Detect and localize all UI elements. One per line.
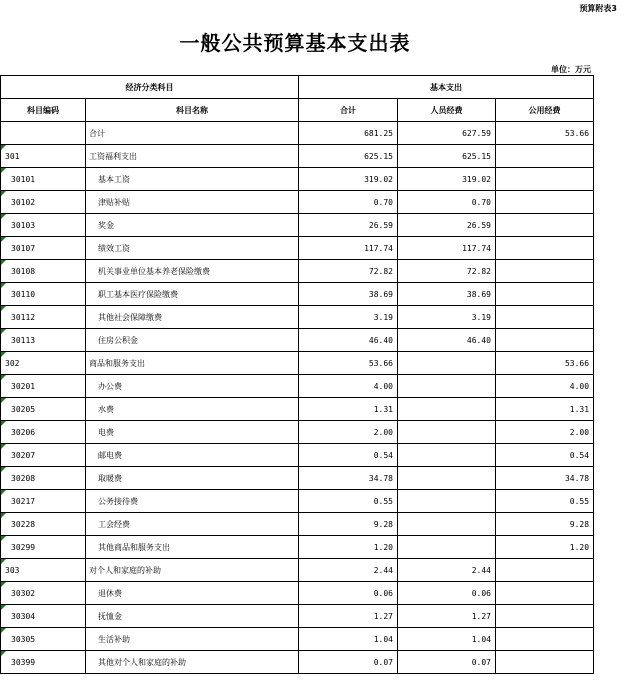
row-public-cell-text: 1.20: [569, 542, 590, 552]
row-personnel-cell: [398, 490, 496, 513]
row-total-cell: [299, 651, 398, 674]
row-code-cell: [1, 237, 86, 260]
row-total-cell-text: 0.06: [373, 588, 393, 598]
row-code-cell: [1, 513, 86, 536]
row-total-cell: [299, 375, 398, 398]
group-header-basic-expense: 基本支出: [299, 76, 594, 99]
row-public-cell-text: 0.54: [569, 450, 590, 460]
row-code-cell: [1, 605, 86, 628]
column-header-personnel: 人员经费: [398, 99, 496, 122]
row-total-cell-text: 26.59: [368, 220, 393, 230]
row-name-cell: [86, 260, 299, 283]
row-personnel-cell: [398, 122, 496, 145]
row-personnel-cell-text: 625.15: [462, 151, 491, 161]
row-personnel-cell: [398, 513, 496, 536]
row-personnel-cell: [398, 214, 496, 237]
row-total-cell-text: 3.19: [373, 312, 393, 322]
budget-table: [0, 75, 594, 674]
table-row: [1, 191, 594, 214]
row-public-cell: [496, 513, 594, 536]
row-personnel-cell: [398, 306, 496, 329]
row-name-cell-text: 生活补助: [98, 634, 130, 644]
row-public-cell: [496, 168, 594, 191]
row-total-cell: [299, 237, 398, 260]
row-code-cell: [1, 467, 86, 490]
table-row: [1, 651, 594, 674]
row-code-cell-text: 30108: [11, 266, 36, 276]
row-total-cell-text: 0.07: [373, 657, 393, 667]
row-code-cell: [1, 398, 86, 421]
row-name-cell-text: 其他商品和服务支出: [98, 542, 170, 552]
row-personnel-cell: [398, 352, 496, 375]
row-code-cell-text: 302: [5, 358, 20, 368]
row-public-cell-text: 53.66: [564, 358, 590, 368]
row-name-cell-text: 基本工资: [98, 174, 130, 184]
row-code-cell-text: 30102: [11, 197, 36, 207]
row-public-cell: [496, 398, 594, 421]
row-personnel-cell-text: 0.07: [471, 657, 491, 667]
row-personnel-cell: [398, 421, 496, 444]
cell-marker-icon: [1, 260, 6, 265]
cell-marker-icon: [1, 398, 6, 403]
table-row: [1, 352, 594, 375]
column-header-public: 公用经费: [496, 99, 594, 122]
row-total-cell-text: 319.02: [364, 174, 393, 184]
row-name-cell: [86, 352, 299, 375]
row-name-cell: [86, 651, 299, 674]
row-code-cell: [1, 582, 86, 605]
row-personnel-cell: [398, 444, 496, 467]
row-public-cell-text: 2.00: [569, 427, 590, 437]
row-total-cell: [299, 191, 398, 214]
row-code-cell-text: 30101: [11, 174, 36, 184]
table-row: [1, 237, 594, 260]
table-row: [1, 283, 594, 306]
row-personnel-cell-text: 26.59: [466, 220, 491, 230]
row-personnel-cell: [398, 398, 496, 421]
table-row: [1, 490, 594, 513]
cell-marker-icon: [1, 214, 6, 219]
row-code-cell-text: 30201: [11, 381, 36, 391]
row-code-cell: [1, 628, 86, 651]
row-total-cell-text: 38.69: [368, 289, 393, 299]
row-name-cell-text: 其他对个人和家庭的补助: [98, 657, 186, 667]
row-public-cell: [496, 444, 594, 467]
table-row: [1, 260, 594, 283]
row-personnel-cell: [398, 237, 496, 260]
row-name-cell-text: 公务接待费: [98, 496, 138, 506]
unit-label: 单位：万元: [551, 65, 591, 74]
row-name-cell-text: 工资福利支出: [89, 151, 137, 161]
row-total-cell-text: 0.55: [373, 496, 393, 506]
table-row: [1, 329, 594, 352]
row-public-cell: [496, 329, 594, 352]
row-personnel-cell: [398, 467, 496, 490]
row-total-cell-text: 0.54: [373, 450, 393, 460]
cell-marker-icon: [1, 421, 6, 426]
row-name-cell-text: 工会经费: [98, 519, 130, 529]
row-total-cell: [299, 536, 398, 559]
row-personnel-cell-text: 46.40: [466, 335, 491, 345]
row-code-cell: [1, 191, 86, 214]
row-code-cell: [1, 306, 86, 329]
table-row: [1, 467, 594, 490]
row-personnel-cell: [398, 375, 496, 398]
row-name-cell: [86, 329, 299, 352]
row-code-cell: [1, 375, 86, 398]
row-name-cell-text: 津贴补贴: [98, 197, 130, 207]
cell-marker-icon: [1, 559, 6, 564]
row-personnel-cell-text: 627.59: [462, 128, 491, 138]
row-total-cell-text: 1.04: [373, 634, 393, 644]
row-code-cell-text: 30206: [11, 427, 36, 437]
row-code-cell: [1, 444, 86, 467]
row-code-cell-text: 30112: [11, 312, 36, 322]
row-personnel-cell: [398, 628, 496, 651]
row-public-cell-text: 4.00: [569, 381, 590, 391]
row-total-cell: [299, 168, 398, 191]
row-personnel-cell: [398, 145, 496, 168]
row-name-cell: [86, 375, 299, 398]
row-personnel-cell-text: 319.02: [462, 174, 491, 184]
row-total-cell-text: 1.31: [373, 404, 393, 414]
row-public-cell: [496, 214, 594, 237]
row-public-cell-text: 34.78: [564, 473, 590, 483]
column-header-total: 合计: [299, 99, 398, 122]
row-total-cell-text: 625.15: [364, 151, 393, 161]
row-total-cell: [299, 352, 398, 375]
row-total-cell-text: 2.00: [373, 427, 393, 437]
table-row: [1, 513, 594, 536]
row-personnel-cell: [398, 536, 496, 559]
row-public-cell: [496, 283, 594, 306]
row-code-cell-text: 30299: [11, 542, 36, 552]
row-name-cell: [86, 582, 299, 605]
cell-marker-icon: [1, 352, 6, 357]
row-code-cell-text: 30228: [11, 519, 36, 529]
row-name-cell-text: 住房公积金: [98, 335, 138, 345]
row-total-cell-text: 0.70: [373, 197, 393, 207]
page-title: 一般公共预算基本支出表: [179, 31, 411, 55]
row-code-cell-text: 30103: [11, 220, 36, 230]
row-personnel-cell: [398, 651, 496, 674]
row-public-cell: [496, 536, 594, 559]
table-row: [1, 444, 594, 467]
row-name-cell: [86, 444, 299, 467]
row-code-cell: [1, 559, 86, 582]
table-row: [1, 421, 594, 444]
row-name-cell-text: 水费: [98, 404, 114, 414]
table-row: [1, 122, 594, 145]
row-public-cell: [496, 260, 594, 283]
row-code-cell-text: 301: [5, 151, 20, 161]
row-code-cell: [1, 352, 86, 375]
row-code-cell: [1, 421, 86, 444]
row-public-cell: [496, 651, 594, 674]
row-public-cell: [496, 628, 594, 651]
cell-marker-icon: [1, 513, 6, 518]
row-public-cell-text: 0.55: [569, 496, 590, 506]
row-total-cell: [299, 214, 398, 237]
row-name-cell-text: 商品和服务支出: [89, 358, 145, 368]
row-name-cell-text: 取暖费: [98, 473, 122, 483]
group-header-classification: 经济分类科目: [1, 76, 299, 99]
row-public-cell: [496, 467, 594, 490]
cell-marker-icon: [1, 444, 6, 449]
row-public-cell-text: 53.66: [564, 128, 590, 138]
row-code-cell: [1, 651, 86, 674]
row-personnel-cell-text: 38.69: [466, 289, 491, 299]
row-public-cell: [496, 352, 594, 375]
table-body: [1, 122, 594, 674]
row-total-cell: [299, 513, 398, 536]
row-personnel-cell-text: 117.74: [462, 243, 491, 253]
table-row: [1, 398, 594, 421]
row-code-cell-text: 30110: [11, 289, 36, 299]
table-row: [1, 375, 594, 398]
row-public-cell: [496, 375, 594, 398]
table-row: [1, 214, 594, 237]
row-code-cell: [1, 122, 86, 145]
row-name-cell: [86, 467, 299, 490]
row-total-cell: [299, 122, 398, 145]
row-public-cell: [496, 145, 594, 168]
row-name-cell-text: 退休费: [98, 588, 122, 598]
row-name-cell: [86, 513, 299, 536]
row-name-cell: [86, 605, 299, 628]
cell-marker-icon: [1, 237, 6, 242]
cell-marker-icon: [1, 467, 6, 472]
row-code-cell-text: 30305: [11, 634, 36, 644]
row-personnel-cell-text: 2.44: [471, 565, 491, 575]
row-total-cell-text: 681.25: [364, 128, 393, 138]
cell-marker-icon: [1, 628, 6, 633]
cell-marker-icon: [1, 145, 6, 150]
cell-marker-icon: [1, 651, 6, 656]
row-name-cell: [86, 398, 299, 421]
row-name-cell-text: 对个人和家庭的补助: [89, 565, 161, 575]
cell-marker-icon: [1, 306, 6, 311]
row-total-cell-text: 9.28: [373, 519, 393, 529]
row-total-cell: [299, 444, 398, 467]
row-code-cell-text: 30304: [11, 611, 36, 621]
row-total-cell: [299, 467, 398, 490]
table-row: [1, 582, 594, 605]
row-name-cell: [86, 306, 299, 329]
row-code-cell: [1, 283, 86, 306]
row-name-cell-text: 职工基本医疗保险缴费: [98, 289, 178, 299]
row-code-cell-text: 30107: [11, 243, 36, 253]
row-total-cell-text: 1.20: [373, 542, 393, 552]
row-name-cell-text: 奖金: [98, 220, 114, 230]
row-public-cell: [496, 582, 594, 605]
cell-marker-icon: [1, 582, 6, 587]
row-code-cell-text: 30399: [11, 657, 36, 667]
column-header-code: 科目编码: [1, 99, 86, 122]
row-code-cell-text: 30217: [11, 496, 36, 506]
row-total-cell: [299, 421, 398, 444]
row-name-cell-text: 办公费: [98, 381, 122, 391]
row-total-cell: [299, 283, 398, 306]
row-public-cell-text: 1.31: [569, 404, 590, 414]
row-personnel-cell-text: 0.70: [471, 197, 491, 207]
row-total-cell-text: 1.27: [373, 611, 393, 621]
cell-marker-icon: [1, 375, 6, 380]
row-total-cell: [299, 559, 398, 582]
row-total-cell: [299, 582, 398, 605]
cell-marker-icon: [1, 191, 6, 196]
row-total-cell: [299, 260, 398, 283]
row-public-cell: [496, 421, 594, 444]
row-public-cell: [496, 191, 594, 214]
row-name-cell: [86, 628, 299, 651]
row-name-cell: [86, 145, 299, 168]
row-personnel-cell-text: 0.06: [471, 588, 491, 598]
table-row: [1, 306, 594, 329]
cell-marker-icon: [1, 605, 6, 610]
row-personnel-cell-text: 1.04: [471, 634, 491, 644]
row-personnel-cell: [398, 191, 496, 214]
row-total-cell: [299, 145, 398, 168]
row-name-cell-text: 抚恤金: [98, 611, 122, 621]
row-personnel-cell: [398, 260, 496, 283]
table-row: [1, 605, 594, 628]
row-personnel-cell: [398, 329, 496, 352]
row-name-cell-text: 机关事业单位基本养老保险缴费: [98, 266, 210, 276]
row-name-cell: [86, 421, 299, 444]
row-total-cell-text: 4.00: [373, 381, 393, 391]
cell-marker-icon: [1, 283, 6, 288]
attachment-label: 预算附表3: [579, 4, 617, 13]
row-total-cell-text: 117.74: [364, 243, 393, 253]
row-total-cell: [299, 628, 398, 651]
row-code-cell: [1, 536, 86, 559]
row-code-cell: [1, 260, 86, 283]
table-row: [1, 559, 594, 582]
table-row: [1, 145, 594, 168]
row-name-cell-text: 其他社会保障缴费: [98, 312, 162, 322]
row-name-cell: [86, 237, 299, 260]
column-header-name: 科目名称: [86, 99, 299, 122]
row-code-cell-text: 30207: [11, 450, 36, 460]
table-row: [1, 536, 594, 559]
row-name-cell: [86, 168, 299, 191]
cell-marker-icon: [1, 168, 6, 173]
row-code-cell: [1, 168, 86, 191]
row-total-cell: [299, 490, 398, 513]
row-name-cell: [86, 191, 299, 214]
row-name-cell: [86, 122, 299, 145]
row-total-cell-text: 34.78: [368, 473, 393, 483]
row-personnel-cell: [398, 283, 496, 306]
row-name-cell: [86, 214, 299, 237]
row-total-cell: [299, 329, 398, 352]
row-name-cell: [86, 490, 299, 513]
row-personnel-cell: [398, 605, 496, 628]
row-code-cell-text: 30113: [11, 335, 36, 345]
row-total-cell: [299, 398, 398, 421]
row-personnel-cell: [398, 168, 496, 191]
row-total-cell-text: 2.44: [373, 565, 393, 575]
table-row: [1, 168, 594, 191]
row-personnel-cell-text: 3.19: [471, 312, 491, 322]
row-code-cell: [1, 329, 86, 352]
row-name-cell-text: 绩效工资: [98, 243, 130, 253]
row-name-cell: [86, 536, 299, 559]
row-public-cell: [496, 122, 594, 145]
row-code-cell: [1, 145, 86, 168]
table-row: [1, 628, 594, 651]
row-code-cell: [1, 214, 86, 237]
row-public-cell: [496, 559, 594, 582]
row-name-cell-text: 电费: [98, 427, 114, 437]
row-total-cell-text: 72.82: [368, 266, 393, 276]
row-personnel-cell-text: 1.27: [471, 611, 491, 621]
cell-marker-icon: [1, 536, 6, 541]
row-public-cell: [496, 237, 594, 260]
row-total-cell: [299, 306, 398, 329]
row-public-cell: [496, 605, 594, 628]
row-code-cell-text: 30205: [11, 404, 36, 414]
row-public-cell-text: 9.28: [569, 519, 590, 529]
row-public-cell: [496, 490, 594, 513]
row-name-cell: [86, 283, 299, 306]
cell-marker-icon: [1, 329, 6, 334]
row-public-cell: [496, 306, 594, 329]
row-code-cell-text: 303: [5, 565, 20, 575]
row-total-cell-text: 46.40: [368, 335, 393, 345]
row-code-cell: [1, 490, 86, 513]
row-code-cell-text: 30302: [11, 588, 36, 598]
row-name-cell-text: 合计: [89, 128, 105, 138]
row-personnel-cell: [398, 559, 496, 582]
row-personnel-cell-text: 72.82: [466, 266, 491, 276]
row-total-cell: [299, 605, 398, 628]
row-personnel-cell: [398, 582, 496, 605]
row-name-cell: [86, 559, 299, 582]
row-code-cell-text: 30208: [11, 473, 36, 483]
cell-marker-icon: [1, 490, 6, 495]
row-total-cell-text: 53.66: [368, 358, 393, 368]
row-name-cell-text: 邮电费: [98, 450, 122, 460]
